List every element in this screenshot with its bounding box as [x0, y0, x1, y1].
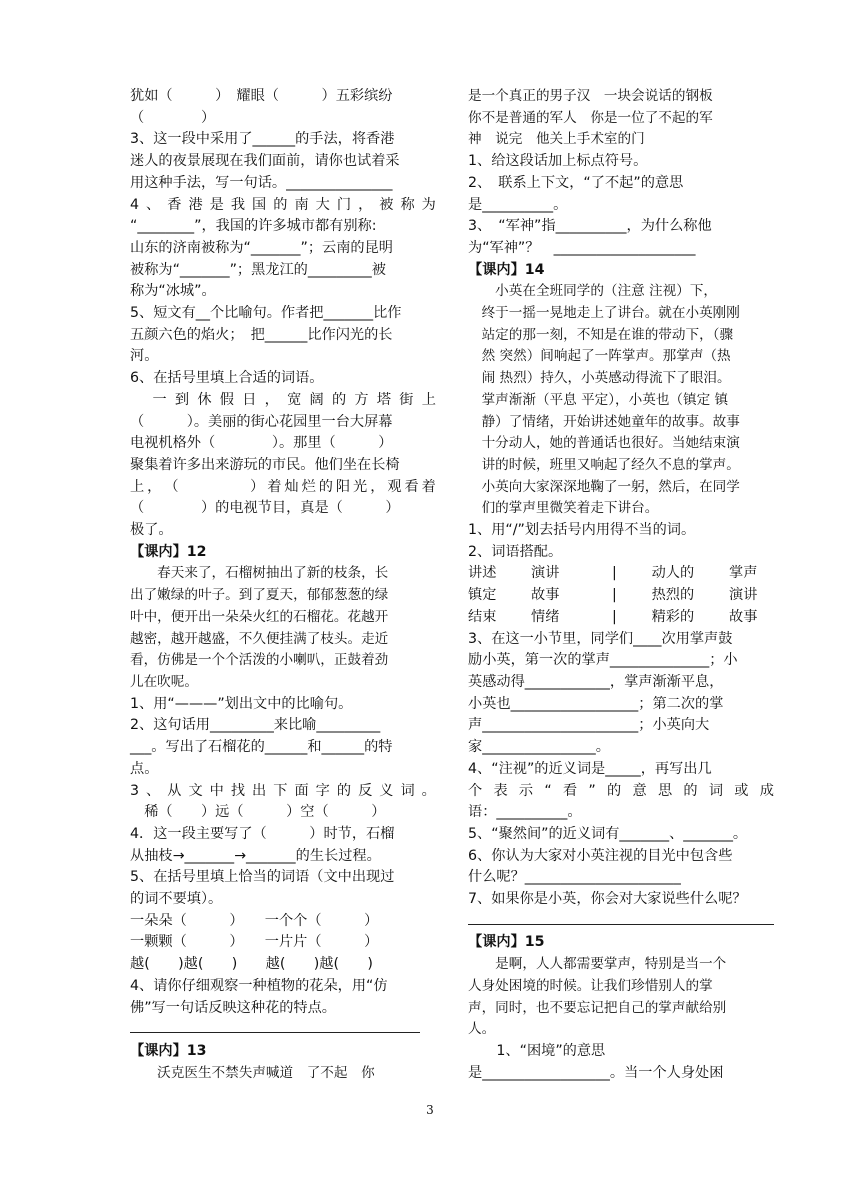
match-cell: 故事: [729, 608, 758, 625]
text-line: 是__________。: [468, 196, 568, 213]
match-cell: 动人的: [651, 565, 695, 582]
text-line: 英感动得____________，掌声渐渐平息，: [468, 673, 724, 690]
text-line: 5、短文有__个比喻句。作者把_______比作: [130, 305, 402, 322]
text-line: 人身处困境的时候。让我们珍惜别人的掌: [468, 977, 713, 994]
text-line: 叶中，便开出一朵朵火红的石榴花。花越开: [130, 608, 389, 625]
text-line: （ ）的电视节目，真是（ ）: [130, 500, 400, 517]
text-line: 1、“困境”的意思: [468, 1042, 606, 1059]
text-line: 掌声渐渐（平息 平定），小英也（镇定 镇: [468, 391, 729, 408]
text-line: 6、在括号里填上合适的词语。: [130, 370, 324, 387]
section-heading: 【课内】13: [130, 1042, 207, 1059]
text-line: 山东的济南被称为“_______”；云南的昆明: [130, 239, 393, 256]
text-line: 用这种手法，写一句话。_______________: [130, 174, 393, 191]
section-heading: 【课内】15: [468, 934, 545, 951]
text-line: 你不是普通的军人 你是一位了不起的军: [468, 109, 713, 126]
text-line: 6、你认为大家对小英注视的目光中包含些: [468, 847, 733, 864]
text-line: 小英向大家深深地鞠了一躬，然后，在同学: [468, 478, 740, 495]
text-line: 4、请你仔细观察一种植物的花朵，用“仿: [130, 977, 388, 994]
page-number: 3: [426, 1103, 434, 1117]
match-cell: 演讲: [729, 587, 758, 604]
match-cell: 故事: [531, 587, 560, 604]
text-line: （ ）。美丽的街心花园里一台大屏幕: [130, 413, 393, 430]
text-line: [130, 1019, 436, 1041]
text-line: 的词不要填）。: [130, 891, 223, 908]
match-row: [468, 563, 774, 585]
text-line: 2、 联系上下文，“了不起”的意思: [468, 174, 684, 191]
text-line: 从抽枝→_______→_______的生长过程。: [130, 847, 381, 864]
text-line: 5、“聚然间”的近义词有_______、_______。: [468, 825, 748, 842]
text-line: 十分动人，她的普通话也很好。当她结束演: [468, 435, 740, 452]
text-line: 们的掌声里微笑着走下讲台。: [468, 500, 659, 517]
text-line: 2、这句话用_________来比喻_________: [130, 717, 381, 734]
match-row: [468, 585, 774, 607]
match-cell: 演讲: [531, 565, 560, 582]
text-line: 人。: [468, 1021, 496, 1038]
text-line: 4 、 香 港 是 我 国 的 南 大 门 ， 被 称 为: [130, 196, 436, 213]
text-line: 静）了情绪，开始讲述她童年的故事。故事: [468, 413, 740, 430]
text-line: 为“军神”？ ____________________: [468, 239, 696, 256]
text-line: [468, 911, 774, 933]
text-line: 讲的时候，班里又响起了经久不息的掌声。: [468, 456, 740, 473]
text-line: 聚集着许多出来游玩的市民。他们坐在长椅: [130, 456, 400, 473]
text-line: 闹 热烈）持久，小英感动得流下了眼泪。: [468, 370, 731, 387]
text-line: 7、如果你是小英，你会对大家说些什么呢？: [468, 891, 747, 908]
text-line: 家________________。: [468, 739, 610, 756]
text-line: 1、用“———”划出文中的比喻句。: [130, 695, 353, 712]
text-line: 儿在吹呢。: [130, 673, 198, 690]
text-line: 语：__________。: [468, 804, 582, 821]
text-line: 1、给这段话加上标点符号。: [468, 153, 648, 170]
text-line: 声______________________；小英向大: [468, 717, 710, 734]
text-line: 是__________________。当一个人身处困: [468, 1064, 724, 1081]
match-cell: |: [612, 587, 617, 604]
text-line: 犹如（ ） 耀眼（ ）五彩缤纷: [130, 88, 393, 104]
text-line: 佛”写一句话反映这种花的特点。: [130, 999, 336, 1016]
text-line: 看，仿佛是一个个活泼的小喇叭，正鼓着劲: [130, 652, 389, 669]
text-line: 5、在括号里填上恰当的词语（文中出现过: [130, 869, 395, 886]
match-row: [468, 607, 774, 629]
text-line: 是一个真正的男子汉 一块会说话的钢板: [468, 88, 713, 104]
text-line: 电视机格外（ ）。那里（ ）: [130, 435, 393, 452]
text-line: 1、用“/”划去括号内用得不当的词。: [468, 522, 696, 539]
section-heading: 【课内】12: [130, 543, 207, 560]
left-column: [130, 86, 436, 1084]
text-line: 一 到 休 假 日 ， 宽 阔 的 方 塔 街 上: [152, 391, 436, 408]
text-line: 五颜六色的焰火； 把______比作闪光的长: [130, 326, 393, 343]
text-line: 声，同时，也不要忘记把自己的掌声献给别: [468, 999, 727, 1016]
text-line: 迷人的夜景展现在我们面前，请你也试着采: [130, 153, 400, 170]
match-cell: 情绪: [531, 608, 560, 625]
text-line: 励小英，第一次的掌声______________；小: [468, 652, 738, 669]
answer-rule: [468, 924, 774, 925]
text-line: 称为“冰城”。: [130, 283, 216, 300]
text-line: 越( )越( ) 越( )越( ): [130, 956, 373, 973]
text-line: 被称为“_______”；黑龙江的_________被: [130, 261, 386, 278]
text-line: 小英在全班同学的（注意 注视）下，: [468, 283, 718, 300]
text-line: 上 ， （ ） 着 灿 烂 的 阳 光 ， 观 看 着: [130, 478, 436, 495]
match-cell: 热烈的: [651, 587, 695, 604]
text-line: 2、词语搭配。: [468, 543, 563, 560]
answer-rule: [130, 1032, 420, 1033]
text-line: 3 、 从 文 中 找 出 下 面 字 的 反 义 词 。: [130, 782, 436, 799]
text-line: 稀（ ）远（ ）空（ ）: [130, 804, 386, 821]
match-cell: 结束: [468, 608, 497, 625]
text-line: 神 说完 他关上手术室的门: [468, 131, 645, 148]
text-line: 沃克医生不禁失声喊道 了不起 你: [130, 1064, 375, 1081]
text-line: ___。写出了石榴花的______和______的特: [130, 739, 393, 756]
text-line: 小英也__________________；第二次的掌: [468, 695, 724, 712]
match-cell: 讲述: [468, 565, 497, 582]
text-line: 越密，越开越盛，不久便挂满了枝头。走近: [130, 630, 389, 647]
match-cell: |: [612, 565, 617, 582]
text-line: 点。: [130, 760, 159, 777]
match-cell: 掌声: [729, 565, 758, 582]
text-line: “________”，我国的许多城市都有别称:: [130, 218, 377, 235]
text-line: 站定的那一刻，不知是在谁的带动下，（骤: [468, 326, 734, 343]
text-line: 出了嫩绿的叶子。到了夏天，郁郁葱葱的绿: [130, 587, 389, 604]
text-line: 3、这一段中采用了______的手法，将香港: [130, 131, 395, 148]
text-line: 一颗颗（ ） 一片片（ ）: [130, 934, 379, 951]
text-line: （ ）: [130, 109, 216, 126]
text-line: 河。: [130, 348, 159, 365]
match-cell: 镇定: [468, 587, 497, 604]
text-line: 3、在这一小节里，同学们____次用掌声鼓: [468, 630, 733, 647]
text-line: 3、 “军神”指__________，为什么称他: [468, 218, 712, 235]
right-column: [468, 86, 774, 1084]
text-line: 4、“注视”的近义词是_____，再写出几: [468, 760, 712, 777]
text-line: 什么呢？______________________: [468, 869, 681, 886]
text-line: 极了。: [130, 522, 173, 539]
match-cell: |: [612, 608, 617, 625]
text-line: 4．这一段主要写了（ ）时节，石榴: [130, 825, 395, 842]
match-cell: 精彩的: [651, 608, 695, 625]
text-line: 终于一摇一晃地走上了讲台。就在小英刚刚: [468, 305, 740, 322]
text-line: 个 表 示 “ 看 ” 的 意 思 的 词 或 成: [468, 782, 774, 799]
text-line: 是啊，人人都需要掌声，特别是当一个: [468, 956, 727, 973]
section-heading: 【课内】14: [468, 261, 545, 278]
text-line: 春天来了，石榴树抽出了新的枝条，长: [130, 565, 389, 582]
text-line: 一朵朵（ ） 一个个（ ）: [130, 912, 379, 929]
text-line: 然 突然）间响起了一阵掌声。那掌声（热: [468, 348, 731, 365]
